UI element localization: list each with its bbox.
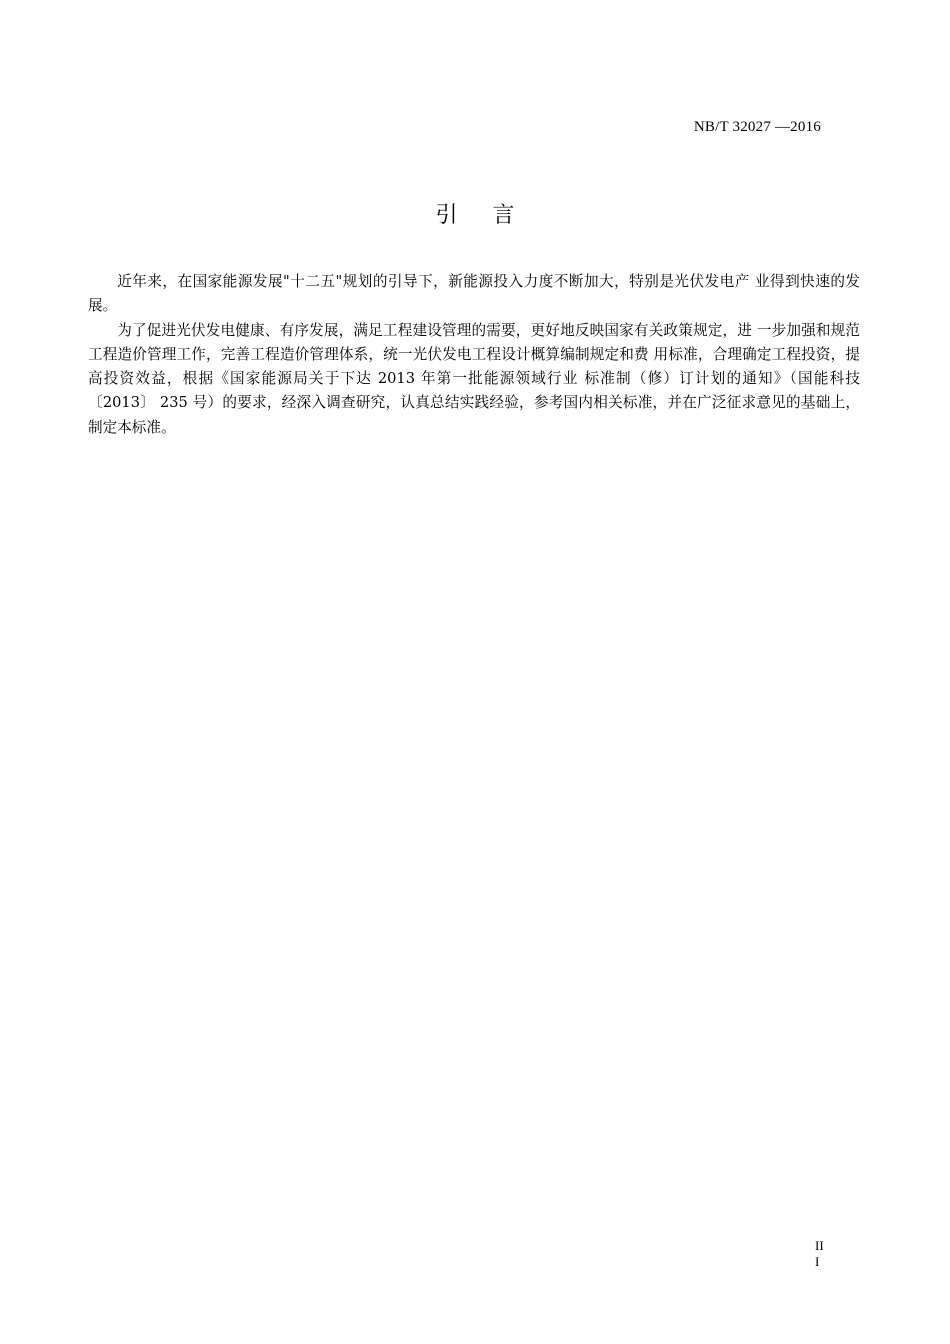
paragraph-1: 近年来，在国家能源发展"十二五"规划的引导下，新能源投入力度不断加大，特别是光伏发电产 业得到快速的发展。 [88,273,860,315]
page-number-line-2: I [815,1254,820,1269]
standard-code: NB/T 32027 —2016 [693,119,821,135]
paragraph-2: 为了促进光伏发电健康、有序发展，满足工程建设管理的需要，更好地反映国家有关政策规定，进 一步加强和规范工程造价管理工作，完善工程造价管理体系，统一光伏发电工程设计概算编制规定和费 用标准，合理确定工程投资，提高投资效益，根据《国家能源局关于下达 2013 年第一批能源领域行业 标准制（修）订计划的通知》（国能科技〔2013〕 235 号）的要求，经深入调查研究，认真总结实践经验，参考国内相关标准，并在广泛征求意见的基础上，制定本标准。 [88,321,860,436]
page-number-line-1: II [815,1238,824,1253]
body-text [88,270,860,440]
page-title: 引 言 [435,203,529,228]
page-number [815,1238,824,1270]
